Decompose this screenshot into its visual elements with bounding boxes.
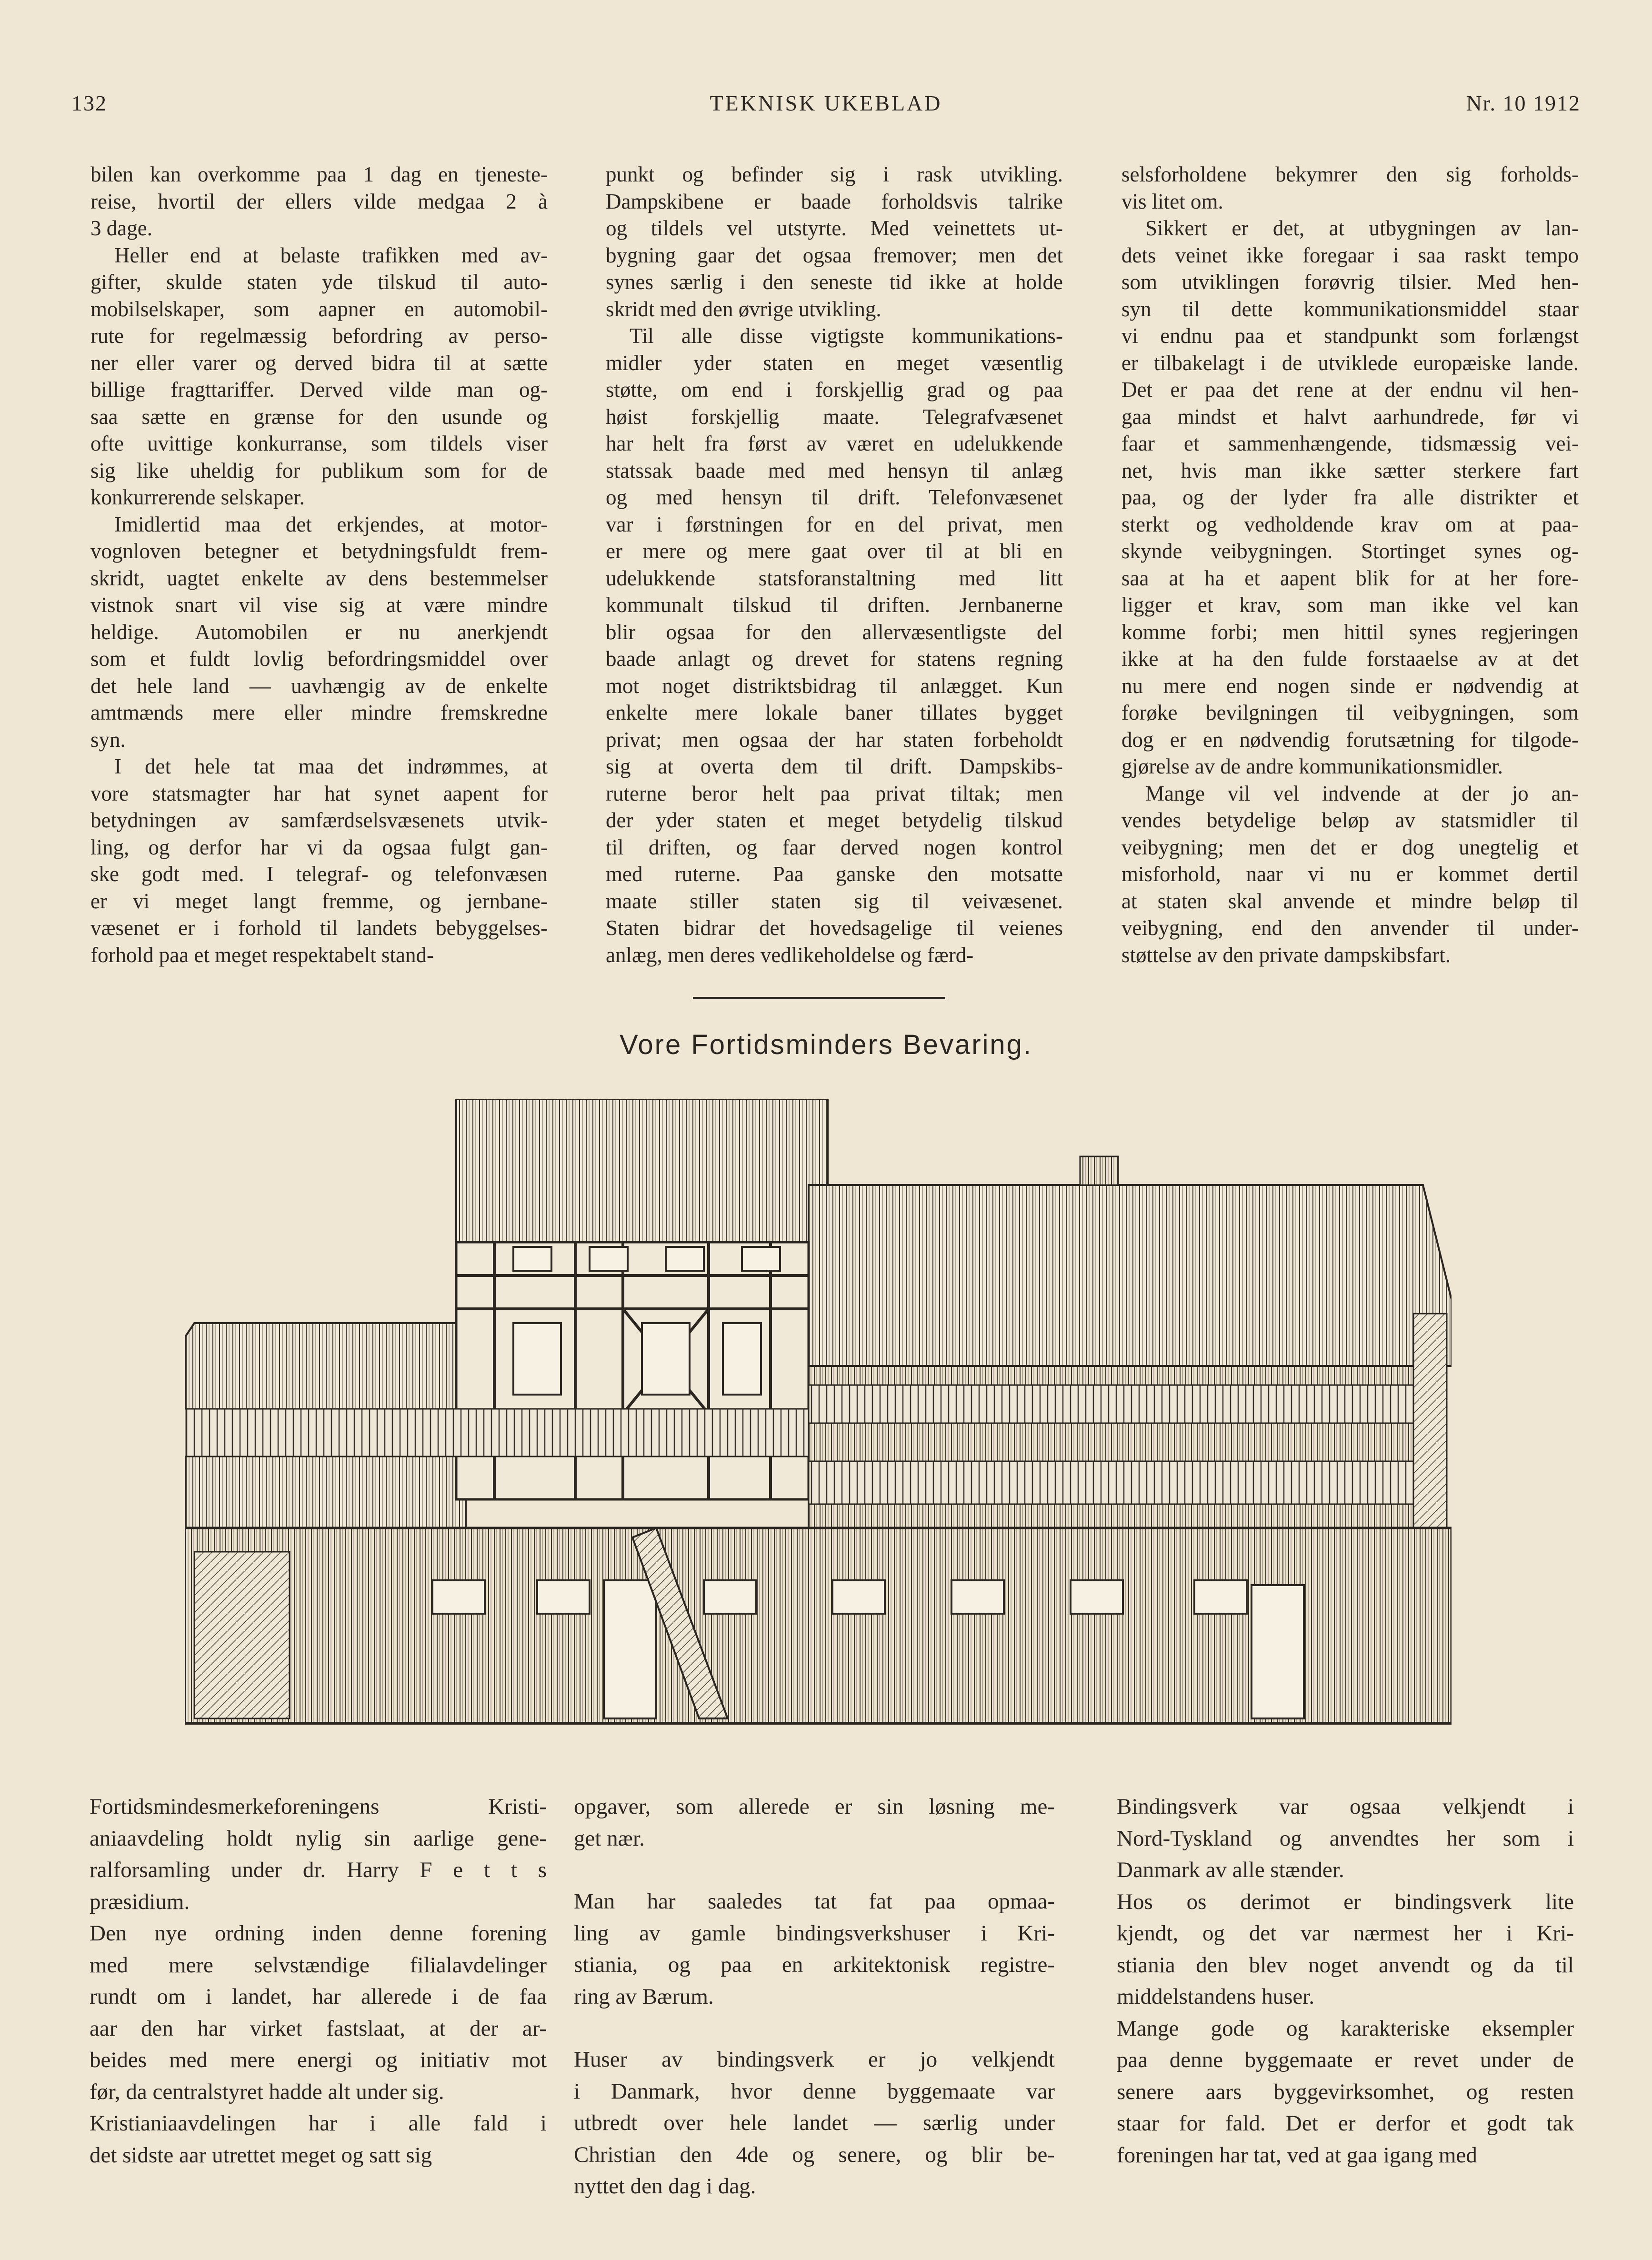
text-line: til driften, og faar derved nogen kontrol xyxy=(606,835,1063,859)
text-line: misforhold, naar vi nu er kommet dertil xyxy=(1121,862,1579,886)
text-line: det sidste aar utrettet meget og satt sig xyxy=(90,2142,432,2168)
text-line: vistnok snart vil vise sig at være mindre xyxy=(90,593,548,617)
text-line: Kristianiaavdelingen har i alle fald i xyxy=(90,2111,547,2136)
paragraph xyxy=(90,1918,547,2108)
text-line: enkelte mere lokale baner tillates bygget xyxy=(606,701,1063,724)
text-line: vis litet om. xyxy=(1121,189,1223,213)
paragraph xyxy=(67,753,548,968)
text-line: vognloven betegner et betydningsfuldt frem- xyxy=(90,539,548,563)
text-line: at staten skal anvende et mindre beløp til xyxy=(1121,889,1579,913)
paragraph xyxy=(574,2044,1055,2202)
text-line: rundt om i landet, har allerede i de faa xyxy=(90,1984,547,2009)
text-line: synes særlig i den seneste tid ikke at holde xyxy=(606,270,1063,294)
text-line: Den nye ordning inden denne forening xyxy=(90,1921,547,1946)
text-line: ligger et krav, som man ikke vel kan xyxy=(1121,593,1579,617)
text-line: Huser av bindingsverk er jo velkjendt xyxy=(574,2047,1055,2072)
text-line: Mange vil vel indvende at der jo an- xyxy=(1145,781,1579,805)
text-line: forhold paa et meget respektabelt stand- xyxy=(90,943,434,967)
text-line: ner eller varer og derved bidra til at sætte xyxy=(90,351,548,375)
text-line: Til alle disse vigtigste kommunikations- xyxy=(630,324,1063,348)
text-line: udelukkende statsforanstaltning med litt xyxy=(606,566,1063,590)
paragraph xyxy=(90,1791,547,1918)
text-line: punkt og befinder sig i rask utvikling. xyxy=(606,162,1063,186)
text-line: og tildels vel utstyrte. Med veinettets ut- xyxy=(606,216,1063,240)
text-line: staar for fald. Det er derfor et godt tak xyxy=(1117,2111,1574,2136)
building-illustration xyxy=(185,1099,1452,1728)
text-line: sterkt og vedholdende krav om at paa- xyxy=(1121,512,1579,536)
text-line: og med hensyn til drift. Telefonvæsenet xyxy=(606,485,1063,509)
text-line: skynde veibygningen. Stortinget synes og- xyxy=(1121,539,1579,563)
paragraph xyxy=(1098,161,1579,215)
issue-number: Nr. 10 1912 xyxy=(1466,91,1581,115)
text-line: skridt, uagtet enkelte av dens bestemmelser xyxy=(90,566,548,590)
text-line: amtmænds mere eller mindre fremskredne xyxy=(90,701,548,724)
text-line: paa, og der lyder fra alle distrikter et xyxy=(1121,485,1579,509)
text-line: høist forskjellig maate. Telegrafvæsenet xyxy=(606,404,1063,429)
paragraph xyxy=(90,2108,547,2171)
text-line: som et fuldt lovlig befordringsmiddel over xyxy=(90,647,548,671)
text-line: ruterne beror helt paa privat tiltak; men xyxy=(606,781,1063,805)
text-line: Staten bidrar det hovedsagelige til veienes xyxy=(606,916,1063,940)
text-line: Hos os derimot er bindingsverk lite xyxy=(1117,1889,1574,1914)
text-line: gjørelse av de andre kommunikationsmidler. xyxy=(1121,754,1503,778)
text-line: veibygning; men det er dog unegtelig et xyxy=(1121,835,1579,859)
paragraph xyxy=(1098,780,1579,969)
text-line: ling, og derfor har vi da ogsaa fulgt gan- xyxy=(90,835,548,859)
text-line: saa sætte en grænse for den usunde og xyxy=(90,404,548,429)
text-line: er tilbakelagt i de utviklede europæiske lande. xyxy=(1121,351,1579,375)
text-line: Heller end at belaste trafikken med av- xyxy=(114,243,548,267)
text-line: ikke at ha den fulde forstaaelse av at det xyxy=(1121,647,1579,671)
text-line: saa at ha et aapent blik for at her fore- xyxy=(1121,566,1579,590)
text-line: Sikkert er det, at utbygningen av lan- xyxy=(1145,216,1579,240)
text-line: maate stiller staten sig til veivæsenet. xyxy=(606,889,1063,913)
bottom-column-1 xyxy=(90,1791,547,2171)
text-line: forøke bevilgningen til veibygningen, som xyxy=(1121,701,1579,724)
page-header xyxy=(71,90,1581,124)
text-line: Det er paa det rene at der endnu vil hen- xyxy=(1121,378,1579,402)
page-number: 132 xyxy=(71,91,107,115)
text-line: gaa mindst et halvt aarhundrede, før vi xyxy=(1121,404,1579,429)
text-line: der yder staten et meget betydelig tilskud xyxy=(606,808,1063,832)
text-line: faar et sammenhængende, tidsmæssig vei- xyxy=(1121,432,1579,455)
text-line: før, da centralstyret hadde alt under sig. xyxy=(90,2079,444,2104)
paragraph xyxy=(1117,1886,1574,2013)
text-line: aar den har virket fastslaat, at der ar- xyxy=(90,2016,547,2041)
text-line: bygning gaar det ogsaa fremover; men det xyxy=(606,243,1063,267)
paragraph xyxy=(574,1886,1055,2012)
text-line: aniaavdeling holdt nylig sin aarlige gene- xyxy=(90,1826,547,1851)
text-line: det hele land — uavhængig av de enkelte xyxy=(90,673,548,698)
text-line: ske godt med. I telegraf- og telefonvæsen xyxy=(90,862,548,886)
text-line: Nord-Tyskland og anvendtes her som i xyxy=(1117,1826,1574,1851)
text-line: vendes betydelige beløp av statsmidler til xyxy=(1121,808,1579,832)
text-line: statssak baade med med hensyn til anlæg xyxy=(606,458,1063,482)
text-line: veibygning, end den anvender til under- xyxy=(1121,916,1579,940)
text-line: blir ogsaa for den allervæsentligste del xyxy=(606,620,1063,644)
text-line: heldige. Automobilen er nu anerkjendt xyxy=(90,620,548,644)
text-line: præsidium. xyxy=(90,1889,190,1914)
text-line: middelstandens huser. xyxy=(1117,1984,1315,2009)
paragraph xyxy=(67,511,548,753)
paragraph xyxy=(1098,215,1579,780)
paragraph xyxy=(1117,2013,1574,2171)
text-line: senere aars byggevirksomhet, og resten xyxy=(1117,2079,1574,2104)
text-line: 3 dage. xyxy=(90,216,152,240)
text-line: dets veinet ikke foregaar i saa raskt tempo xyxy=(1121,243,1579,267)
paragraph xyxy=(582,322,1063,968)
text-line: vore statsmagter har hat synet aapent for xyxy=(90,781,548,805)
text-line: beides med mere energi og initiativ mot xyxy=(90,2048,547,2072)
paragraph-gap xyxy=(574,2012,1055,2044)
top-column-3 xyxy=(1098,161,1579,968)
text-line: væsenet er i forhold til landets bebyggelses- xyxy=(90,916,548,940)
text-line: syn til dette kommunikationsmiddel staar xyxy=(1121,297,1579,321)
paragraph xyxy=(1117,1791,1574,1886)
text-line: ofte uvittige konkurranse, som tildels viser xyxy=(90,432,548,455)
text-line: dog er en nødvendig forutsætning for tilgode- xyxy=(1121,727,1579,752)
text-line: Dampskibene er baade forholdsvis talrike xyxy=(606,189,1063,213)
bottom-column-2 xyxy=(574,1791,1055,2202)
text-line: kommunalt tilskud til driften. Jernbanerne xyxy=(606,593,1063,617)
text-line: get nær. xyxy=(574,1826,645,1851)
top-column-2 xyxy=(582,161,1063,968)
text-line: mobilselskaper, som aapner en automobil- xyxy=(90,297,548,321)
text-line: nyttet den dag i dag. xyxy=(574,2174,756,2199)
text-line: vi endnu paa et standpunkt som forlængst xyxy=(1121,324,1579,348)
text-line: med mere selvstændige filialavdelinger xyxy=(90,1952,547,1978)
text-line: ralforsamling under dr. Harry F e t t s xyxy=(90,1858,547,1882)
paragraph xyxy=(582,161,1063,322)
text-line: selsforholdene bekymrer den sig forholds- xyxy=(1121,162,1579,186)
text-line: var i førstningen for en del privat, men xyxy=(606,512,1063,536)
section-divider xyxy=(693,997,945,999)
text-line: midler yder staten en meget væsentlig xyxy=(606,351,1063,375)
paragraph xyxy=(67,161,548,242)
text-line: nu mere end nogen sinde er nødvendig at xyxy=(1121,673,1579,698)
text-line: privat; men ogsaa der har staten forbeholdt xyxy=(606,727,1063,752)
article-title: Vore Fortidsminders Bevaring. xyxy=(619,1029,1033,1060)
text-line: Bindingsverk var ogsaa velkjendt i xyxy=(1117,1794,1574,1819)
text-line: billige fragttariffer. Derved vilde man og- xyxy=(90,378,548,402)
text-line: ring av Bærum. xyxy=(574,1984,714,2009)
text-line: gifter, skulde staten yde tilskud til auto- xyxy=(90,270,548,294)
text-line: reise, hvortil der ellers vilde medgaa 2 à xyxy=(90,189,548,213)
text-line: er vi meget langt fremme, og jernbane- xyxy=(90,889,548,913)
text-line: Man har saaledes tat fat paa opmaa- xyxy=(574,1889,1055,1914)
text-line: paa denne byggemaate er revet under de xyxy=(1117,2048,1574,2072)
text-line: ling av gamle bindingsverkshuser i Kri- xyxy=(574,1920,1055,1946)
paragraph xyxy=(67,242,548,511)
text-line: bilen kan overkomme paa 1 dag en tjeneste- xyxy=(90,162,548,186)
journal-title: TEKNISK UKEBLAD xyxy=(710,91,942,115)
text-line: syn. xyxy=(90,727,126,752)
text-line: stiania den blev noget anvendt og da til xyxy=(1117,1952,1574,1978)
text-line: I det hele tat maa det indrømmes, at xyxy=(114,754,548,778)
text-line: sig like uheldig for publikum som for de xyxy=(90,458,548,482)
text-line: er mere og mere gaat over til at bli en xyxy=(606,539,1063,563)
text-line: opgaver, som allerede er sin løsning me- xyxy=(574,1794,1055,1819)
text-line: komme forbi; men hittil synes regjeringen xyxy=(1121,620,1579,644)
text-line: som utviklingen forøvrig tilsier. Med hen- xyxy=(1121,270,1579,294)
text-line: foreningen har tat, ved at gaa igang med xyxy=(1117,2142,1477,2168)
text-line: støtte, om end i forskjellig grad og paa xyxy=(606,378,1063,402)
text-line: med ruterne. Paa ganske den motsatte xyxy=(606,862,1063,886)
bottom-column-3 xyxy=(1117,1791,1574,2171)
text-line: rute for regelmæssig befordring av perso- xyxy=(90,324,548,348)
text-line: betydningen av samfærdselsvæsenets utvik- xyxy=(90,808,548,832)
paragraph-gap xyxy=(574,1854,1055,1886)
top-column-1 xyxy=(67,161,548,968)
text-line: Danmark av alle stænder. xyxy=(1117,1858,1344,1882)
text-line: Mange gode og karakteriske eksempler xyxy=(1117,2016,1574,2041)
text-line: net, hvis man ikke sætter sterkere fart xyxy=(1121,458,1579,482)
text-line: utbredt over hele landet — særlig under xyxy=(574,2110,1055,2135)
text-line: har helt fra først av været en udelukkende xyxy=(606,432,1063,455)
text-line: stiania, og paa en arkitektonisk registre- xyxy=(574,1952,1055,1977)
text-line: Imidlertid maa det erkjendes, at motor- xyxy=(114,512,548,536)
text-line: anlæg, men deres vedlikeholdelse og færd- xyxy=(606,943,974,967)
text-line: skridt med den øvrige utvikling. xyxy=(606,297,881,321)
text-line: baade anlagt og drevet for statens regning xyxy=(606,647,1063,671)
text-line: mot noget distriktsbidrag til anlægget. Kun xyxy=(606,673,1063,698)
paragraph xyxy=(574,1791,1055,1854)
text-line: støttelse av den private dampskibsfart. xyxy=(1121,943,1451,967)
text-line: sig at overta dem til drift. Dampskibs- xyxy=(606,754,1063,778)
text-line: kjendt, og det var nærmest her i Kri- xyxy=(1117,1921,1574,1946)
text-line: Fortidsmindesmerkeforeningens Kristi- xyxy=(90,1794,547,1819)
text-line: i Danmark, hvor denne byggemaate var xyxy=(574,2079,1055,2104)
text-line: konkurrerende selskaper. xyxy=(90,485,305,509)
text-line: Christian den 4de og senere, og blir be- xyxy=(574,2142,1055,2167)
